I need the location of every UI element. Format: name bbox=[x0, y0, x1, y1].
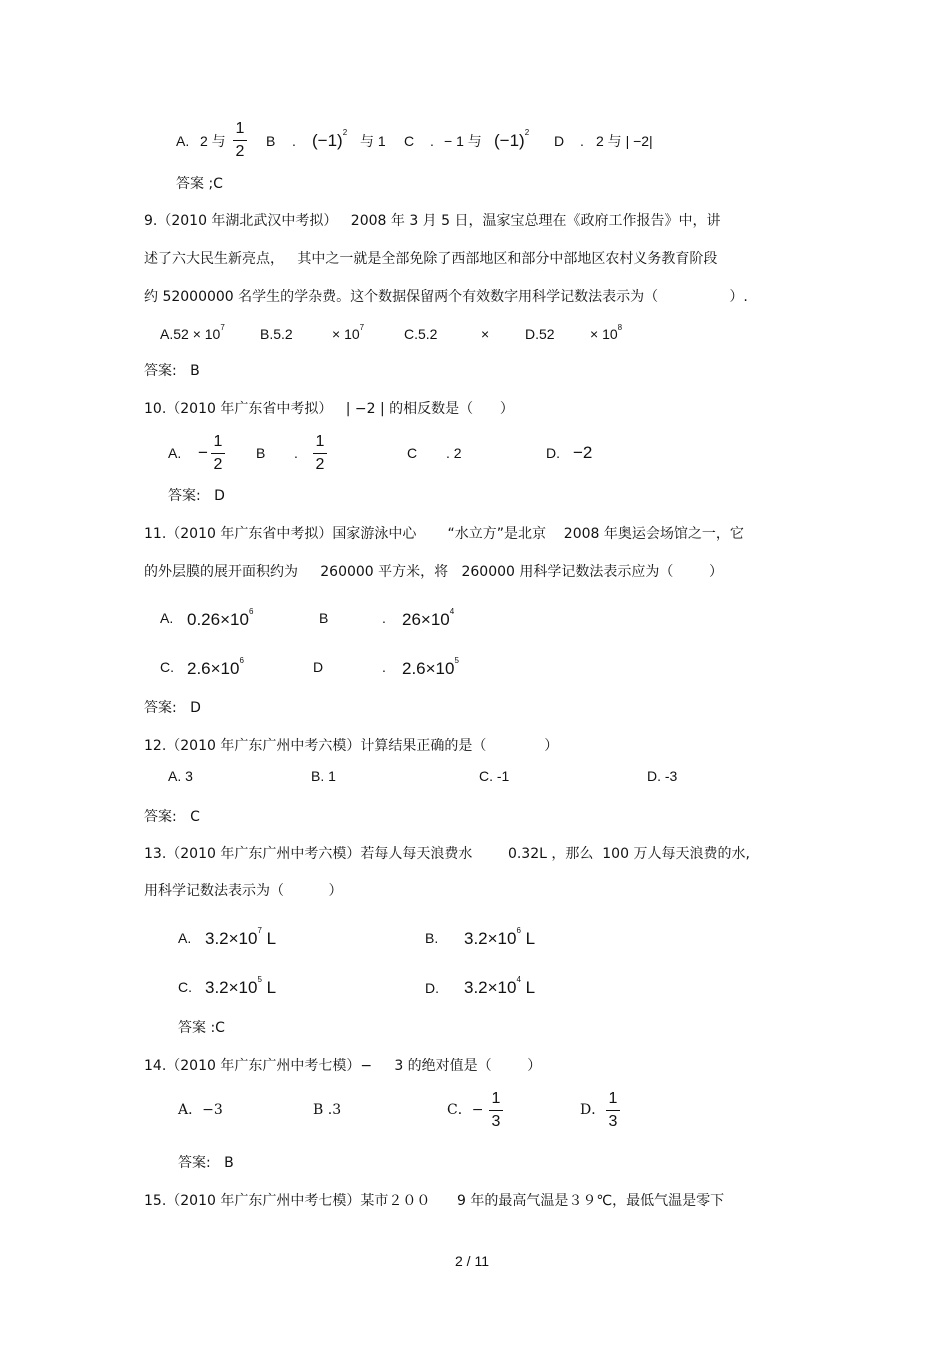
q9-answer: 答案: B bbox=[144, 363, 200, 379]
q14d-fraction-bar bbox=[606, 1110, 620, 1111]
q8-option-a-label: A. bbox=[176, 133, 190, 149]
q13-stem-line-2: 用科学记数法表示为（ ） bbox=[144, 883, 343, 899]
q8-option-c-dot: . bbox=[430, 133, 434, 149]
q11-option-d-label: D bbox=[313, 659, 324, 675]
q10b-fraction-bar bbox=[313, 453, 327, 454]
q8-option-c-label: C bbox=[404, 133, 415, 149]
q12-option-b: B. 1 bbox=[311, 768, 336, 784]
q11-answer: 答案: D bbox=[144, 700, 201, 716]
q12-option-d: D. -3 bbox=[647, 768, 678, 784]
q14-option-c-text: C．− bbox=[447, 1102, 484, 1118]
q14-option-a: A．−3 bbox=[178, 1102, 223, 1118]
q10-option-c-label: C bbox=[407, 445, 418, 461]
q8-option-d-text: 2 与 | −2| bbox=[596, 133, 653, 149]
q10a-fraction-numerator: 1 bbox=[213, 433, 223, 450]
q14-answer: 答案: B bbox=[178, 1155, 234, 1171]
q14-stem: 14.（2010 年广东广州中考七模）− 3 的绝对值是（ ） bbox=[144, 1058, 542, 1074]
q11-option-b-dot: . bbox=[382, 610, 386, 626]
q9-option-d: D.52 bbox=[525, 326, 555, 342]
q11-option-b-label: B bbox=[319, 610, 329, 626]
q8-option-d-label: D bbox=[554, 133, 565, 149]
q10-option-b-dot: . bbox=[294, 445, 298, 461]
q11-option-c: $2.6\times 10^6$ bbox=[187, 656, 244, 678]
q9-option-a: $A.52 \times 10^7$ bbox=[160, 323, 225, 342]
q15-stem-line-1: 15.（2010 年广东广州中考七模）某市２００ 9 年的最高气温是３９℃，最低气温是零下 bbox=[144, 1193, 725, 1209]
q9-stem-line-3: 约 52000000 名学生的学杂费。这个数据保留两个有效数字用科学记数法表示为（ ）. bbox=[144, 289, 748, 305]
q8-option-c-text: − 1 与 bbox=[444, 133, 482, 149]
q13-option-b: $3.2\times 10^6$ L bbox=[464, 926, 536, 948]
q9-stem-line-2: 述了六大民生新亮点， 其中之一就是全部免除了西部地区和部分中部地区农村义务教育阶段 bbox=[144, 251, 718, 267]
q8-option-c-expression: $(-1)^2$ bbox=[494, 128, 530, 150]
q8-option-b-dot: . bbox=[292, 133, 296, 149]
q10-option-d-text: −2 bbox=[573, 443, 593, 462]
q8-option-b-label: B bbox=[266, 133, 276, 149]
q10a-fraction-denominator: 2 bbox=[213, 456, 223, 473]
q11-option-a-label: A. bbox=[160, 610, 174, 626]
q14-option-c-fraction bbox=[488, 1091, 504, 1130]
q11-option-a: $0.26\times 10^6$ bbox=[187, 607, 254, 629]
q11-stem-line-2: 的外层膜的展开面积约为 260000 平方米，将 260000 用科学记数法表示应为（ ） bbox=[144, 564, 723, 580]
q10b-fraction-numerator: 1 bbox=[315, 433, 325, 450]
q8-option-b-expression: $(-1)^2$ bbox=[312, 128, 348, 150]
q9-option-c: C.5.2 bbox=[404, 326, 438, 342]
q12-stem: 12.（2010 年广东广州中考六模）计算结果正确的是（ ） bbox=[144, 738, 559, 754]
q14c-fraction-bar bbox=[489, 1110, 503, 1111]
q13-option-b-label: B. bbox=[425, 930, 439, 946]
q12-option-a: A. 3 bbox=[168, 768, 193, 784]
q10a-fraction-bar bbox=[211, 453, 225, 454]
q8-option-a-fraction bbox=[232, 121, 248, 160]
q10-option-a-sign: − bbox=[198, 443, 208, 462]
q8-fraction-numerator: 1 bbox=[235, 120, 245, 137]
q10-option-d-label: D. bbox=[546, 445, 560, 461]
q11-option-d: $2.6\times 10^5$ bbox=[402, 656, 459, 678]
q11-option-b: $26\times 10^4$ bbox=[402, 607, 455, 629]
q8-fraction-denominator: 2 bbox=[235, 143, 245, 160]
q13-option-c-label: C. bbox=[178, 979, 192, 995]
q13-option-a: $3.2\times 10^7$ L bbox=[205, 926, 277, 948]
q11-stem-line-1: 11.（2010 年广东省中考拟）国家游泳中心 “水立方”是北京 2008 年奥运会场馆之一，它 bbox=[144, 526, 744, 542]
page-number: 2 / 11 bbox=[455, 1253, 489, 1269]
q13-stem-line-1: 13.（2010 年广东广州中考六模）若每人每天浪费水 0.32L ，那么 100 万人每天浪费的水, bbox=[144, 846, 750, 862]
q10-option-b-label: B bbox=[256, 445, 266, 461]
q10-stem: 10.（2010 年广东省中考拟） | −2 | 的相反数是（ ） bbox=[144, 401, 514, 417]
q13-option-a-label: A. bbox=[178, 930, 192, 946]
q14-option-d-text: D． bbox=[580, 1102, 606, 1118]
q10-option-a-fraction bbox=[210, 434, 226, 473]
q10b-fraction-denominator: 2 bbox=[315, 456, 325, 473]
q14d-fraction-denominator: 3 bbox=[608, 1113, 618, 1130]
q9-option-c-times: × bbox=[481, 326, 490, 342]
q13-option-c: $3.2\times 10^5$ L bbox=[205, 975, 277, 997]
q9-option-b-power: × $10^7$ bbox=[332, 323, 365, 342]
q14c-fraction-denominator: 3 bbox=[491, 1113, 501, 1130]
q13-option-d-label: D. bbox=[425, 980, 439, 996]
q12-option-c: C. -1 bbox=[479, 768, 510, 784]
q14-option-d-fraction bbox=[605, 1091, 621, 1130]
q8-option-a-text: 2 与 bbox=[200, 133, 226, 149]
q9-stem-line-1: 9.（2010 年湖北武汉中考拟） 2008 年 3 月 5 日，温家宝总理在《政府工作报告》中，讲 bbox=[144, 213, 721, 229]
q10-answer: 答案: D bbox=[168, 488, 225, 504]
q14d-fraction-numerator: 1 bbox=[608, 1090, 618, 1107]
q9-option-b: B.5.2 bbox=[260, 326, 293, 342]
q10-option-b-fraction bbox=[312, 434, 328, 473]
q8-answer: 答案 ;C bbox=[176, 176, 223, 192]
q8-option-d-dot: . bbox=[580, 133, 584, 149]
q10-option-a-label: A. bbox=[168, 445, 182, 461]
q8-fraction-bar bbox=[233, 140, 247, 141]
q8-option-b-text: 与 1 bbox=[360, 133, 386, 149]
q14-option-b: B .3 bbox=[313, 1102, 342, 1118]
q14c-fraction-numerator: 1 bbox=[491, 1090, 501, 1107]
q10-option-c-text: . 2 bbox=[446, 445, 462, 461]
q13-answer: 答案 :C bbox=[178, 1020, 225, 1036]
q12-answer: 答案: C bbox=[144, 809, 200, 825]
q11-option-c-label: C. bbox=[160, 659, 174, 675]
q13-option-d: $3.2\times 10^4$ L bbox=[464, 975, 536, 997]
q11-option-d-dot: . bbox=[382, 659, 386, 675]
q9-option-d-power: × $10^8$ bbox=[590, 323, 623, 342]
